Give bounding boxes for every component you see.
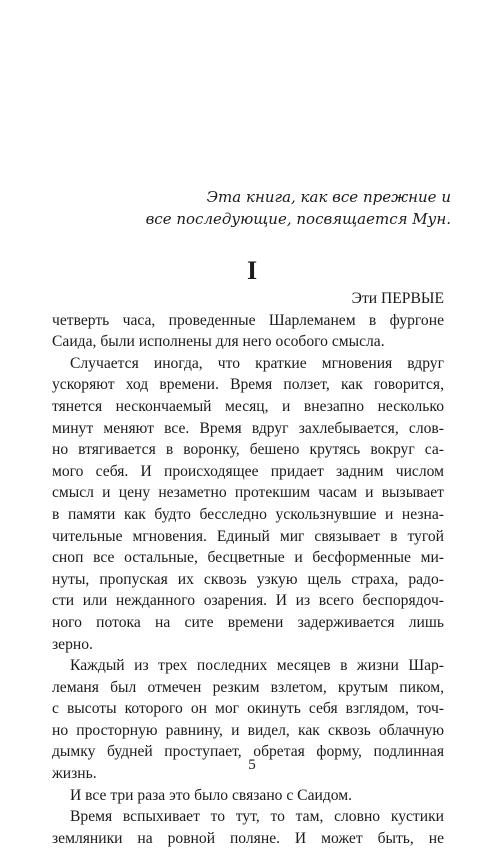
text-line: но просторную равнину, и видел, как сквозь облачную bbox=[52, 721, 444, 739]
text-line: с высоты которого он мог окинуть себя взглядом, точ- bbox=[52, 700, 444, 718]
text-line: в памяти как будто бесследно ускользнувшие и незна- bbox=[52, 505, 444, 523]
text-line: дымку будней проступает, обретая форму, подлинная bbox=[52, 743, 444, 761]
chapter-number: I bbox=[246, 256, 258, 285]
text-line: сноп все остальные, бесцветные и бесформенные ми- bbox=[52, 549, 444, 567]
text-line: И все три раза это было связано с Саидом. bbox=[70, 786, 353, 804]
epigraph-line: Эта книга, как все прежние и bbox=[206, 188, 451, 206]
text-line: леманя был отмечен резким взлетом, крутым пиком, bbox=[52, 678, 444, 696]
page-number: 5 bbox=[248, 757, 256, 773]
text-line: минут меняют все. Время вдруг захлебывается, слов- bbox=[52, 419, 444, 437]
text-line: Случается иногда, что краткие мгновения вдруг bbox=[70, 354, 444, 372]
text-line: ускоряют ход времени. Время ползет, как говорится, bbox=[52, 376, 444, 394]
text-line: четверть часа, проведенные Шарлеманем в фургоне bbox=[52, 311, 444, 329]
text-line: чительные мгновения. Единый миг связывает в тугой bbox=[52, 527, 444, 545]
text-line: но втягивается в воронку, бешено крутясь вокруг са- bbox=[52, 441, 444, 459]
text-line: ного потока на сите времени задерживается лишь bbox=[52, 613, 444, 631]
text-line: нуты, пропуская их сквозь узкую щель страха, радо- bbox=[52, 570, 444, 588]
text-line: Эти ПЕРВЫЕ bbox=[351, 290, 444, 307]
epigraph-line: все последующие, посвящается Мун. bbox=[145, 210, 451, 228]
text-line: смысл и цену незаметно протекшим часам и вызывает bbox=[52, 484, 444, 502]
text-line: мого себя. И происходящее придает задним числом bbox=[52, 462, 444, 480]
text-line: Время вспыхивает то тут, то там, словно кустики bbox=[70, 808, 444, 826]
text-line: зерно. bbox=[52, 635, 93, 653]
text-line: Каждый из трех последних месяцев в жизни Шар- bbox=[70, 657, 444, 675]
text-line: Саида, были исполнены для него особого смысла. bbox=[52, 333, 385, 351]
text-line: тянется нескончаемый месяц, и внезапно несколько bbox=[52, 397, 444, 415]
epigraph bbox=[121, 186, 451, 230]
text-line: жизнь. bbox=[52, 765, 97, 783]
text-line: земляники на ровной поляне. И может быть, не bbox=[52, 829, 444, 847]
text-line: сти или нежданного озарения. И из всего беспорядоч- bbox=[52, 592, 444, 610]
